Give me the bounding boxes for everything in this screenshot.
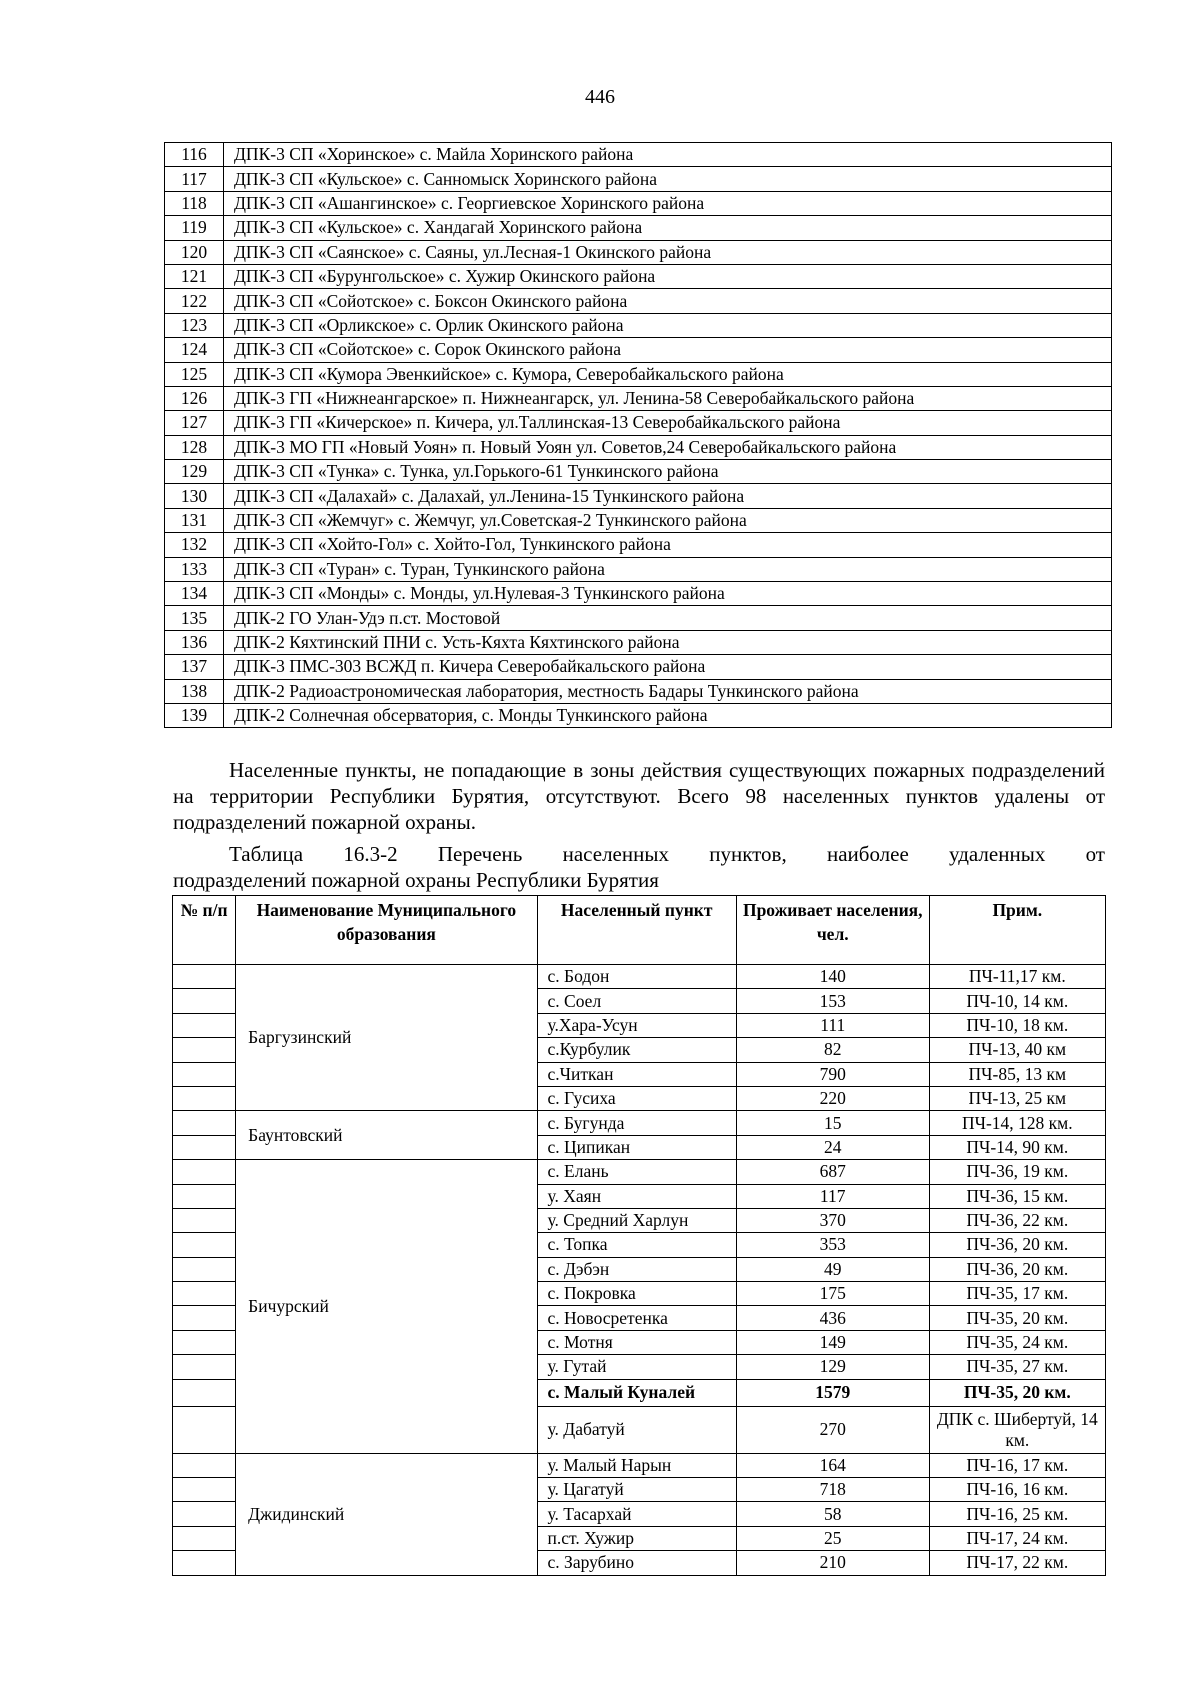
row-number: 133	[165, 557, 224, 581]
table-caption	[173, 841, 1105, 893]
settlement-cell: с. Дэбэн	[537, 1257, 736, 1281]
row-unit-name: ДПК-3 МО ГП «Новый Уоян» п. Новый Уоян ул. Советов,24 Северобайкальского района	[224, 435, 1112, 459]
row-number-cell	[173, 1160, 236, 1184]
population-cell: 140	[736, 965, 929, 989]
row-number: 132	[165, 533, 224, 557]
settlement-cell: у. Гутай	[537, 1355, 736, 1379]
row-unit-name: ДПК-3 СП «Монды» с. Монды, ул.Нулевая-3 Тункинского района	[224, 582, 1112, 606]
table-row	[165, 167, 1112, 191]
population-cell: 82	[736, 1038, 929, 1062]
settlement-cell: с.Курбулик	[537, 1038, 736, 1062]
settlement-cell: с. Новосретенка	[537, 1306, 736, 1330]
settlement-cell: с. Покровка	[537, 1282, 736, 1306]
table-row	[165, 411, 1112, 435]
settlement-cell: с.Читкан	[537, 1062, 736, 1086]
table-row	[173, 1453, 1106, 1477]
settlement-cell: с. Топка	[537, 1233, 736, 1257]
municipality-cell: Джидинский	[236, 1453, 537, 1575]
row-number: 118	[165, 191, 224, 215]
row-number-cell	[173, 1453, 236, 1477]
note-cell: ПЧ-16, 25 км.	[929, 1502, 1105, 1526]
population-cell: 129	[736, 1355, 929, 1379]
settlement-cell: у.Хара-Усун	[537, 1013, 736, 1037]
population-cell: 718	[736, 1478, 929, 1502]
row-unit-name: ДПК-3 СП «Хойто-Гол» с. Хойто-Гол, Тункинского района	[224, 533, 1112, 557]
row-unit-name: ДПК-3 СП «Саянское» с. Саяны, ул.Лесная-1 Окинского района	[224, 240, 1112, 264]
population-cell: 370	[736, 1208, 929, 1232]
table-row	[165, 582, 1112, 606]
settlement-cell: с. Мотня	[537, 1330, 736, 1354]
row-number-cell	[173, 1111, 236, 1135]
note-cell: ПЧ-14, 128 км.	[929, 1111, 1105, 1135]
table-row	[165, 557, 1112, 581]
page-number: 446	[585, 86, 615, 108]
row-number-cell	[173, 1551, 236, 1575]
row-unit-name: ДПК-3 СП «Кульское» с. Санномыск Хоринского района	[224, 167, 1112, 191]
settlement-cell: с. Зарубино	[537, 1551, 736, 1575]
table-row	[165, 386, 1112, 410]
table-row	[165, 289, 1112, 313]
population-cell: 687	[736, 1160, 929, 1184]
row-number-cell	[173, 1478, 236, 1502]
population-cell: 15	[736, 1111, 929, 1135]
row-unit-name: ДПК-2 Радиоастрономическая лаборатория, местность Бадары Тункинского района	[224, 679, 1112, 703]
row-number: 116	[165, 143, 224, 167]
row-number-cell	[173, 1038, 236, 1062]
table-row	[165, 338, 1112, 362]
row-number-cell	[173, 1406, 236, 1453]
header-municipality: Наименование Муниципального образования	[236, 896, 537, 965]
row-unit-name: ДПК-3 СП «Бурунгольское» с. Хужир Окинского района	[224, 264, 1112, 288]
row-unit-name: ДПК-3 СП «Орликское» с. Орлик Окинского района	[224, 313, 1112, 337]
row-number-cell	[173, 989, 236, 1013]
population-cell: 436	[736, 1306, 929, 1330]
table-header-row	[173, 896, 1106, 965]
row-number: 131	[165, 508, 224, 532]
settlement-cell: с. Бодон	[537, 965, 736, 989]
population-cell: 24	[736, 1135, 929, 1159]
header-note: Прим.	[929, 896, 1105, 965]
row-number-cell	[173, 1306, 236, 1330]
row-number-cell	[173, 1282, 236, 1306]
fire-units-table	[164, 142, 1112, 728]
row-unit-name: ДПК-3 ГП «Нижнеангарское» п. Нижнеангарск, ул. Ленина-58 Северобайкальского района	[224, 386, 1112, 410]
row-number: 126	[165, 386, 224, 410]
row-number: 128	[165, 435, 224, 459]
population-cell: 175	[736, 1282, 929, 1306]
row-unit-name: ДПК-3 СП «Ашангинское» с. Георгиевское Хоринского района	[224, 191, 1112, 215]
settlement-cell: у. Дабатуй	[537, 1406, 736, 1453]
population-cell: 58	[736, 1502, 929, 1526]
settlement-cell: у. Цагатуй	[537, 1478, 736, 1502]
row-number-cell	[173, 1330, 236, 1354]
population-cell: 153	[736, 989, 929, 1013]
note-cell: ПЧ-36, 20 км.	[929, 1233, 1105, 1257]
population-cell: 25	[736, 1526, 929, 1550]
note-cell: ПЧ-13, 25 км	[929, 1086, 1105, 1110]
row-unit-name: ДПК-3 СП «Далахай» с. Далахай, ул.Ленина-15 Тункинского района	[224, 484, 1112, 508]
row-number-cell	[173, 1355, 236, 1379]
note-cell: ПЧ-11,17 км.	[929, 965, 1105, 989]
settlement-cell: с. Малый Куналей	[537, 1379, 736, 1406]
population-cell: 49	[736, 1257, 929, 1281]
header-num: № п/п	[173, 896, 236, 965]
settlement-cell: с. Бугунда	[537, 1111, 736, 1135]
municipality-cell: Бичурский	[236, 1160, 537, 1454]
table-row	[165, 630, 1112, 654]
table-row	[165, 508, 1112, 532]
population-cell: 1579	[736, 1379, 929, 1406]
settlement-cell: с. Елань	[537, 1160, 736, 1184]
population-cell: 164	[736, 1453, 929, 1477]
note-cell: ДПК с. Шибертуй, 14 км.	[929, 1406, 1105, 1453]
row-number: 137	[165, 655, 224, 679]
row-number-cell	[173, 1013, 236, 1037]
row-number: 125	[165, 362, 224, 386]
note-cell: ПЧ-35, 20 км.	[929, 1306, 1105, 1330]
municipality-cell: Баунтовский	[236, 1111, 537, 1160]
note-cell: ПЧ-10, 18 км.	[929, 1013, 1105, 1037]
row-number: 127	[165, 411, 224, 435]
note-cell: ПЧ-35, 20 км.	[929, 1379, 1105, 1406]
table-row	[165, 435, 1112, 459]
row-unit-name: ДПК-3 СП «Хоринское» с. Майла Хоринского района	[224, 143, 1112, 167]
body-paragraph: Населенные пункты, не попадающие в зоны действия существующих пожарных подразделений на территории Республики Бурятия, отсутствуют. Всего 98 населенных пунктов удалены от подразделений пожарной охраны.	[173, 758, 1105, 834]
row-number: 121	[165, 264, 224, 288]
remote-settlements-table	[172, 895, 1106, 1576]
table-row	[173, 1111, 1106, 1135]
settlement-cell: п.ст. Хужир	[537, 1526, 736, 1550]
row-unit-name: ДПК-3 ГП «Кичерское» п. Кичера, ул.Таллинская-13 Северобайкальского района	[224, 411, 1112, 435]
population-cell: 210	[736, 1551, 929, 1575]
note-cell: ПЧ-17, 22 км.	[929, 1551, 1105, 1575]
row-unit-name: ДПК-3 СП «Сойотское» с. Сорок Окинского района	[224, 338, 1112, 362]
row-unit-name: ДПК-3 ПМС-303 ВСЖД п. Кичера Северобайкальского района	[224, 655, 1112, 679]
row-number-cell	[173, 1086, 236, 1110]
row-unit-name: ДПК-3 СП «Кульское» с. Хандагай Хоринского района	[224, 216, 1112, 240]
row-number-cell	[173, 1379, 236, 1406]
row-unit-name: ДПК-2 Солнечная обсерватория, с. Монды Тункинского района	[224, 703, 1112, 727]
population-cell: 149	[736, 1330, 929, 1354]
note-cell: ПЧ-36, 19 км.	[929, 1160, 1105, 1184]
population-cell: 111	[736, 1013, 929, 1037]
row-number: 123	[165, 313, 224, 337]
population-cell: 790	[736, 1062, 929, 1086]
settlement-cell: с. Соел	[537, 989, 736, 1013]
row-number: 138	[165, 679, 224, 703]
row-number-cell	[173, 1502, 236, 1526]
population-cell: 117	[736, 1184, 929, 1208]
row-number: 120	[165, 240, 224, 264]
row-number-cell	[173, 1233, 236, 1257]
row-number: 136	[165, 630, 224, 654]
table-row	[165, 216, 1112, 240]
note-cell: ПЧ-36, 20 км.	[929, 1257, 1105, 1281]
row-number-cell	[173, 1526, 236, 1550]
table-row	[165, 191, 1112, 215]
table-caption-line2: подразделений пожарной охраны Республики Бурятия	[173, 868, 659, 892]
table-row	[165, 533, 1112, 557]
row-number: 139	[165, 703, 224, 727]
table-row	[165, 606, 1112, 630]
row-unit-name: ДПК-2 Кяхтинский ПНИ с. Усть-Кяхта Кяхтинского района	[224, 630, 1112, 654]
note-cell: ПЧ-35, 24 км.	[929, 1330, 1105, 1354]
row-number: 122	[165, 289, 224, 313]
note-cell: ПЧ-16, 16 км.	[929, 1478, 1105, 1502]
table-row	[165, 460, 1112, 484]
note-cell: ПЧ-10, 14 км.	[929, 989, 1105, 1013]
row-number: 119	[165, 216, 224, 240]
table-row	[165, 143, 1112, 167]
row-number: 124	[165, 338, 224, 362]
table-row	[165, 313, 1112, 337]
table-row	[165, 240, 1112, 264]
row-unit-name: ДПК-3 СП «Жемчуг» с. Жемчуг, ул.Советская-2 Тункинского района	[224, 508, 1112, 532]
table-row	[173, 965, 1106, 989]
table-row	[165, 655, 1112, 679]
settlement-cell: у. Хаян	[537, 1184, 736, 1208]
table-row	[165, 703, 1112, 727]
settlement-cell: у. Тасархай	[537, 1502, 736, 1526]
row-number-cell	[173, 1257, 236, 1281]
row-number: 134	[165, 582, 224, 606]
table-caption-line1: Таблица 16.3-2 Перечень населенных пунктов, наиболее удаленных от	[229, 842, 1105, 866]
row-number-cell	[173, 1208, 236, 1232]
note-cell: ПЧ-17, 24 км.	[929, 1526, 1105, 1550]
population-cell: 270	[736, 1406, 929, 1453]
header-population: Проживает населения, чел.	[736, 896, 929, 965]
note-cell: ПЧ-35, 17 км.	[929, 1282, 1105, 1306]
row-number-cell	[173, 965, 236, 989]
row-number: 135	[165, 606, 224, 630]
row-unit-name: ДПК-2 ГО Улан-Удэ п.ст. Мостовой	[224, 606, 1112, 630]
row-number: 130	[165, 484, 224, 508]
row-number: 117	[165, 167, 224, 191]
note-cell: ПЧ-14, 90 км.	[929, 1135, 1105, 1159]
settlement-cell: у. Средний Харлун	[537, 1208, 736, 1232]
row-unit-name: ДПК-3 СП «Туран» с. Туран, Тункинского района	[224, 557, 1112, 581]
row-number-cell	[173, 1135, 236, 1159]
municipality-cell: Баргузинский	[236, 965, 537, 1111]
settlement-cell: с. Гусиха	[537, 1086, 736, 1110]
row-number-cell	[173, 1184, 236, 1208]
note-cell: ПЧ-13, 40 км	[929, 1038, 1105, 1062]
row-unit-name: ДПК-3 СП «Кумора Эвенкийское» с. Кумора, Северобайкальского района	[224, 362, 1112, 386]
note-cell: ПЧ-36, 15 км.	[929, 1184, 1105, 1208]
settlement-cell: у. Малый Нарын	[537, 1453, 736, 1477]
note-cell: ПЧ-35, 27 км.	[929, 1355, 1105, 1379]
note-cell: ПЧ-16, 17 км.	[929, 1453, 1105, 1477]
table-row	[165, 264, 1112, 288]
population-cell: 353	[736, 1233, 929, 1257]
note-cell: ПЧ-85, 13 км	[929, 1062, 1105, 1086]
row-unit-name: ДПК-3 СП «Тунка» с. Тунка, ул.Горького-61 Тункинского района	[224, 460, 1112, 484]
table-row	[173, 1160, 1106, 1184]
header-settlement: Населенный пункт	[537, 896, 736, 965]
table-row	[165, 484, 1112, 508]
row-unit-name: ДПК-3 СП «Сойотское» с. Боксон Окинского района	[224, 289, 1112, 313]
row-number: 129	[165, 460, 224, 484]
settlement-cell: с. Ципикан	[537, 1135, 736, 1159]
note-cell: ПЧ-36, 22 км.	[929, 1208, 1105, 1232]
table-row	[165, 362, 1112, 386]
table-row	[165, 679, 1112, 703]
population-cell: 220	[736, 1086, 929, 1110]
row-number-cell	[173, 1062, 236, 1086]
